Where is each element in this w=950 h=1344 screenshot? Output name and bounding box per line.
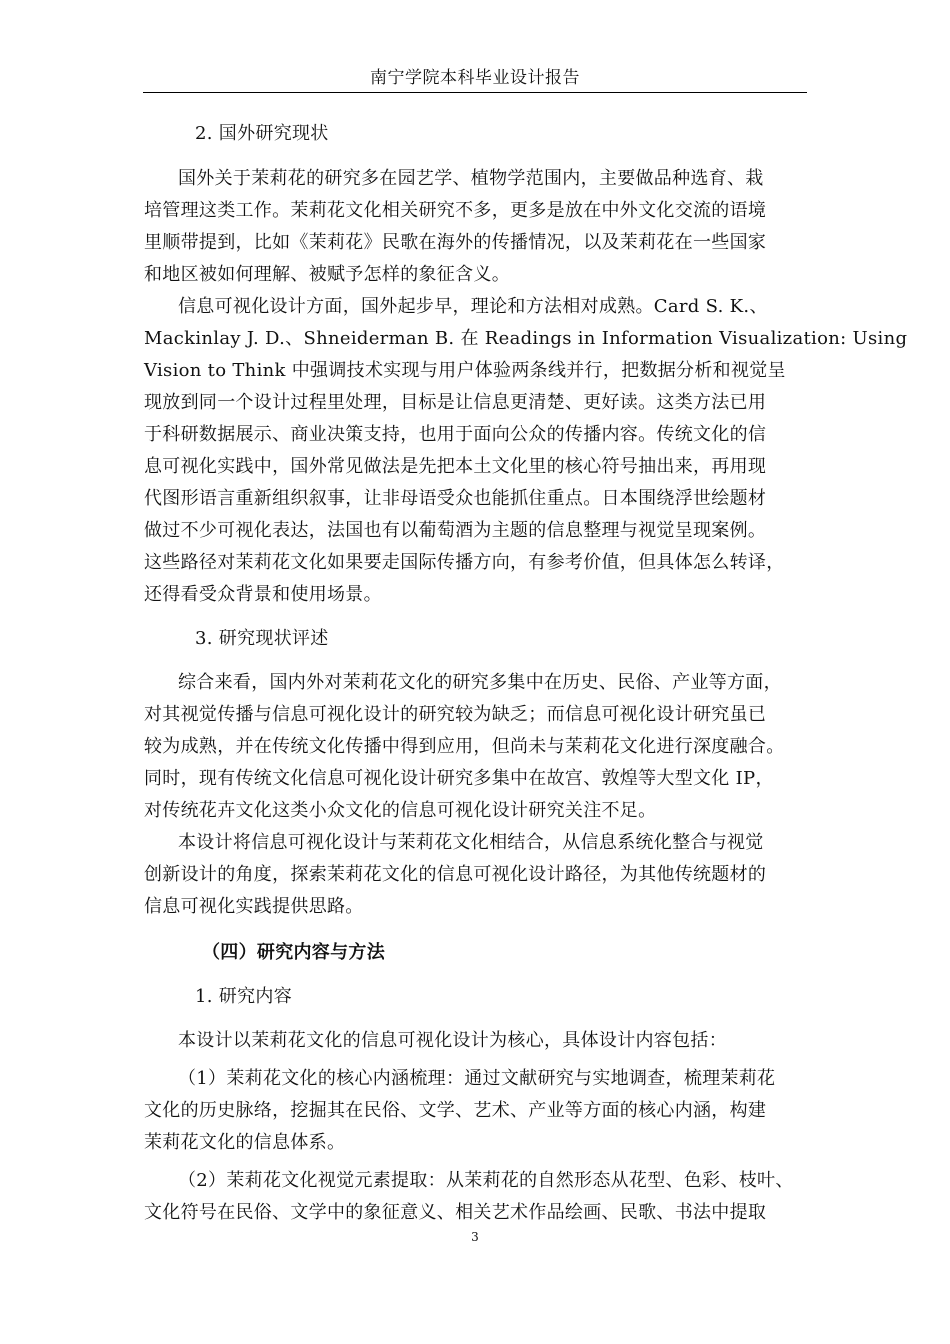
paragraph-line: Mackinlay J. D.、Shneiderman B. 在 Readings in Information Visualization: Using — [144, 328, 908, 349]
paragraph-line: 信息可视化实践提供思路。 — [144, 896, 364, 917]
page-number: 3 — [471, 1230, 479, 1244]
page-header-title: 南宁学院本科毕业设计报告 — [370, 68, 580, 88]
paragraph-line: 对传统花卉文化这类小众文化的信息可视化设计研究关注不足。 — [144, 800, 657, 821]
paragraph-line: 信息可视化设计方面，国外起步早，理论和方法相对成熟。Card S. K.、 — [178, 296, 768, 317]
subsection-heading-research-content: 1. 研究内容 — [195, 986, 292, 1007]
paragraph-line: 代图形语言重新组织叙事，让非母语受众也能抓住重点。日本围绕浮世绘题材 — [144, 488, 767, 509]
list-item-line: 茉莉花文化的信息体系。 — [144, 1132, 346, 1153]
list-item-line: 文化的历史脉络，挖掘其在民俗、文学、艺术、产业等方面的核心内涵，构建 — [144, 1100, 767, 1121]
paragraph-line: 现放到同一个设计过程里处理，目标是让信息更清楚、更好读。这类方法已用 — [144, 392, 767, 413]
paragraph-line: 和地区被如何理解、被赋予怎样的象征含义。 — [144, 264, 510, 285]
paragraph-line: 对其视觉传播与信息可视化设计的研究较为缺乏；而信息可视化设计研究虽已 — [144, 704, 767, 725]
list-item-line: （2）茉莉花文化视觉元素提取：从茉莉花的自然形态从花型、色彩、枝叶、 — [178, 1170, 794, 1191]
paragraph-line: 国外关于茉莉花的研究多在园艺学、植物学范围内，主要做品种选育、栽 — [178, 168, 764, 189]
list-item-line: （1）茉莉花文化的核心内涵梳理：通过文献研究与实地调查，梳理茉莉花 — [178, 1068, 776, 1089]
paragraph-line: Vision to Think 中强调技术实现与用户体验两条线并行，把数据分析和视觉呈 — [144, 360, 786, 381]
paragraph-line: 创新设计的角度，探索茉莉花文化的信息可视化设计路径，为其他传统题材的 — [144, 864, 767, 885]
paragraph-line: 于科研数据展示、商业决策支持，也用于面向公众的传播内容。传统文化的信 — [144, 424, 767, 445]
paragraph-line: 还得看受众背景和使用场景。 — [144, 584, 382, 605]
paragraph-line: 培管理这类工作。茉莉花文化相关研究不多，更多是放在中外文化交流的语境 — [144, 200, 767, 221]
paragraph-line: 同时，现有传统文化信息可视化设计研究多集中在故宫、敦煌等大型文化 IP， — [144, 768, 774, 789]
paragraph-line: 本设计将信息可视化设计与茉莉花文化相结合，从信息系统化整合与视觉 — [178, 832, 764, 853]
paragraph-line: 本设计以茉莉花文化的信息可视化设计为核心，具体设计内容包括： — [178, 1030, 727, 1051]
paragraph-line: 较为成熟，并在传统文化传播中得到应用，但尚未与茉莉花文化进行深度融合。 — [144, 736, 785, 757]
subsection-heading-status-review: 3. 研究现状评述 — [195, 628, 329, 649]
paragraph-line: 做过不少可视化表达，法国也有以葡萄酒为主题的信息整理与视觉呈现案例。 — [144, 520, 767, 541]
list-item-line: 文化符号在民俗、文学中的象征意义、相关艺术作品绘画、民歌、书法中提取 — [144, 1202, 767, 1223]
subsection-heading-foreign-status: 2. 国外研究现状 — [195, 123, 329, 144]
section-heading-content-methods: （四）研究内容与方法 — [202, 942, 385, 963]
paragraph-line: 息可视化实践中，国外常见做法是先把本土文化里的核心符号抽出来，再用现 — [144, 456, 767, 477]
paragraph-line: 里顺带提到，比如《茉莉花》民歌在海外的传播情况，以及茉莉花在一些国家 — [144, 232, 767, 253]
header-divider — [143, 92, 807, 93]
paragraph-line: 综合来看，国内外对茉莉花文化的研究多集中在历史、民俗、产业等方面， — [178, 672, 782, 693]
paragraph-line: 这些路径对茉莉花文化如果要走国际传播方向，有参考价值，但具体怎么转译， — [144, 552, 785, 573]
